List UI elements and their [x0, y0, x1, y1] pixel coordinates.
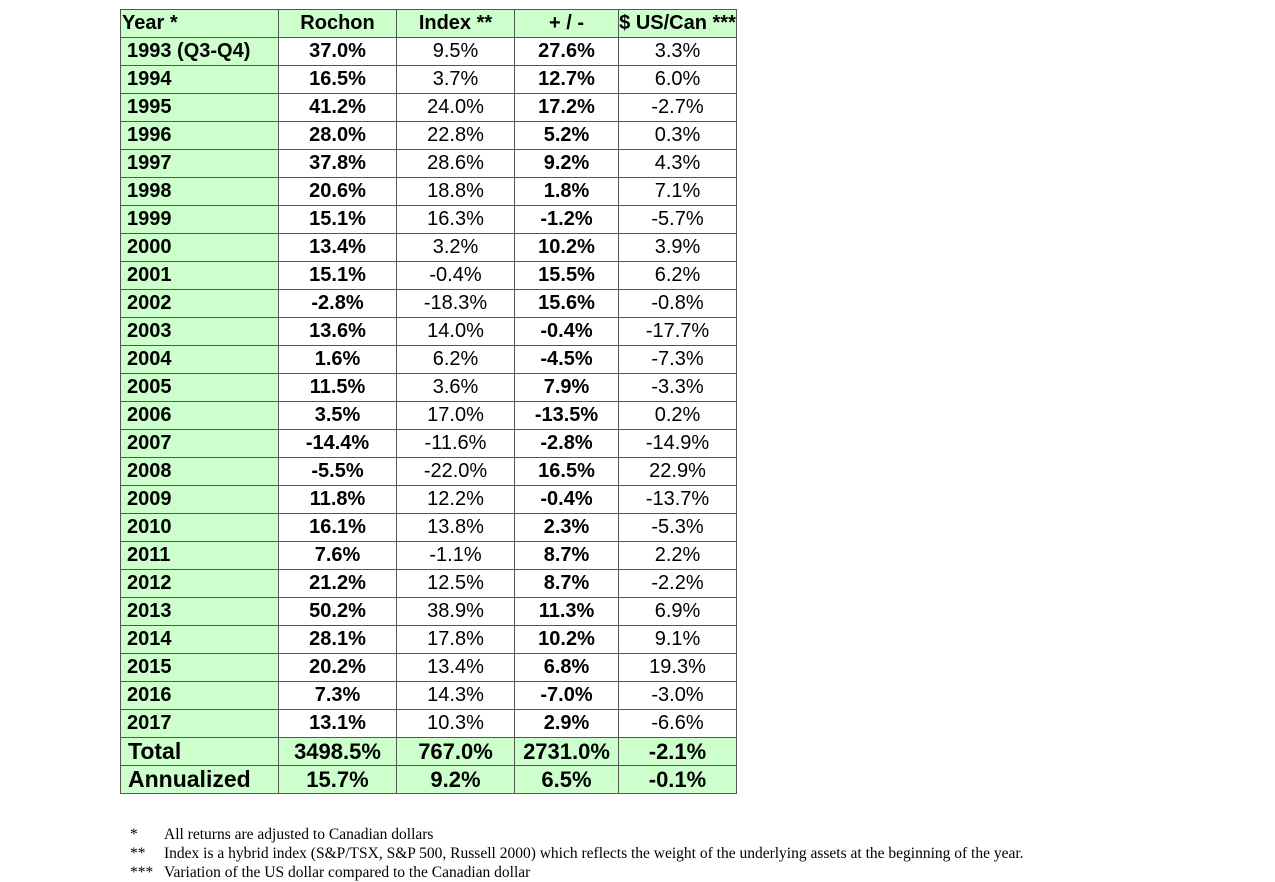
index-cell: 18.8% — [397, 178, 515, 206]
header-year: Year * — [121, 10, 279, 38]
year-cell: 2002 — [121, 290, 279, 318]
rochon-cell: 41.2% — [279, 94, 397, 122]
year-cell: 2015 — [121, 654, 279, 682]
fx-cell: 9.1% — [619, 626, 737, 654]
rochon-cell: 15.1% — [279, 262, 397, 290]
fx-cell: -6.6% — [619, 710, 737, 738]
table-row — [121, 94, 737, 122]
table-row — [121, 150, 737, 178]
fx-cell: -7.3% — [619, 346, 737, 374]
diff-cell: 27.6% — [515, 38, 619, 66]
index-cell: -11.6% — [397, 430, 515, 458]
index-cell: 38.9% — [397, 598, 515, 626]
year-cell: 2000 — [121, 234, 279, 262]
diff-cell: -0.4% — [515, 486, 619, 514]
index-cell: 12.2% — [397, 486, 515, 514]
year-cell: 2003 — [121, 318, 279, 346]
rochon-cell: 20.2% — [279, 654, 397, 682]
summary-diff: 6.5% — [515, 766, 619, 794]
index-cell: 17.8% — [397, 626, 515, 654]
diff-cell: -1.2% — [515, 206, 619, 234]
footnote-text: Variation of the US dollar compared to the Canadian dollar — [164, 864, 531, 881]
fx-cell: 19.3% — [619, 654, 737, 682]
fx-cell: -2.2% — [619, 570, 737, 598]
fx-cell: -3.0% — [619, 682, 737, 710]
footnote-mark: ** — [130, 845, 146, 862]
rochon-cell: 11.8% — [279, 486, 397, 514]
year-cell: 1995 — [121, 94, 279, 122]
fx-cell: 0.2% — [619, 402, 737, 430]
table-row — [121, 346, 737, 374]
table-row — [121, 514, 737, 542]
diff-cell: 16.5% — [515, 458, 619, 486]
summary-label: Total — [121, 738, 279, 766]
diff-cell: 12.7% — [515, 66, 619, 94]
rochon-cell: 13.6% — [279, 318, 397, 346]
year-cell: 2012 — [121, 570, 279, 598]
table-row — [121, 402, 737, 430]
diff-cell: 15.5% — [515, 262, 619, 290]
index-cell: 14.3% — [397, 682, 515, 710]
year-cell: 2011 — [121, 542, 279, 570]
diff-cell: 6.8% — [515, 654, 619, 682]
diff-cell: -2.8% — [515, 430, 619, 458]
diff-cell: 10.2% — [515, 234, 619, 262]
index-cell: 9.5% — [397, 38, 515, 66]
footnote — [130, 844, 1024, 863]
rochon-cell: 28.0% — [279, 122, 397, 150]
table-row — [121, 542, 737, 570]
table-row — [121, 430, 737, 458]
year-cell: 2010 — [121, 514, 279, 542]
footnote — [130, 825, 1024, 844]
footnote-text: Index is a hybrid index (S&P/TSX, S&P 500, Russell 2000) which reflects the weight of the underlying assets at the beginning of the year. — [164, 845, 1024, 862]
rochon-cell: 28.1% — [279, 626, 397, 654]
diff-cell: 17.2% — [515, 94, 619, 122]
year-cell: 2017 — [121, 710, 279, 738]
rochon-cell: -5.5% — [279, 458, 397, 486]
index-cell: 3.7% — [397, 66, 515, 94]
year-cell: 2006 — [121, 402, 279, 430]
summary-index: 9.2% — [397, 766, 515, 794]
table-row — [121, 374, 737, 402]
summary-row — [121, 738, 737, 766]
year-cell: 2016 — [121, 682, 279, 710]
table-row — [121, 66, 737, 94]
fx-cell: 0.3% — [619, 122, 737, 150]
index-cell: 6.2% — [397, 346, 515, 374]
fx-cell: 2.2% — [619, 542, 737, 570]
year-cell: 2001 — [121, 262, 279, 290]
summary-fx: -2.1% — [619, 738, 737, 766]
summary-rochon: 3498.5% — [279, 738, 397, 766]
diff-cell: 1.8% — [515, 178, 619, 206]
index-cell: 22.8% — [397, 122, 515, 150]
year-cell: 1993 (Q3-Q4) — [121, 38, 279, 66]
rochon-cell: 7.3% — [279, 682, 397, 710]
index-cell: 28.6% — [397, 150, 515, 178]
index-cell: 3.2% — [397, 234, 515, 262]
table-row — [121, 626, 737, 654]
header-row — [121, 10, 737, 38]
year-cell: 1997 — [121, 150, 279, 178]
table-row — [121, 262, 737, 290]
diff-cell: 2.9% — [515, 710, 619, 738]
table-row — [121, 486, 737, 514]
rochon-cell: -2.8% — [279, 290, 397, 318]
fx-cell: -5.7% — [619, 206, 737, 234]
year-cell: 2007 — [121, 430, 279, 458]
table-row — [121, 178, 737, 206]
footnote-text: All returns are adjusted to Canadian dollars — [164, 826, 434, 843]
year-cell: 1996 — [121, 122, 279, 150]
diff-cell: -4.5% — [515, 346, 619, 374]
rochon-cell: 20.6% — [279, 178, 397, 206]
footnote — [130, 863, 1024, 882]
fx-cell: -17.7% — [619, 318, 737, 346]
diff-cell: 9.2% — [515, 150, 619, 178]
year-cell: 2005 — [121, 374, 279, 402]
fx-cell: 7.1% — [619, 178, 737, 206]
index-cell: 14.0% — [397, 318, 515, 346]
footnote-mark: *** — [130, 864, 154, 881]
index-cell: 17.0% — [397, 402, 515, 430]
rochon-cell: 15.1% — [279, 206, 397, 234]
year-cell: 1998 — [121, 178, 279, 206]
table-row — [121, 206, 737, 234]
index-cell: 3.6% — [397, 374, 515, 402]
summary-index: 767.0% — [397, 738, 515, 766]
fx-cell: -5.3% — [619, 514, 737, 542]
footnote-mark: * — [130, 826, 138, 843]
header-fx: $ US/Can *** — [619, 10, 737, 38]
fx-cell: 22.9% — [619, 458, 737, 486]
table-row — [121, 318, 737, 346]
table-row — [121, 710, 737, 738]
rochon-cell: 50.2% — [279, 598, 397, 626]
summary-rochon: 15.7% — [279, 766, 397, 794]
index-cell: -0.4% — [397, 262, 515, 290]
index-cell: -22.0% — [397, 458, 515, 486]
diff-cell: 7.9% — [515, 374, 619, 402]
table-row — [121, 570, 737, 598]
fx-cell: 6.2% — [619, 262, 737, 290]
summary-label: Annualized — [121, 766, 279, 794]
rochon-cell: 16.5% — [279, 66, 397, 94]
index-cell: 13.4% — [397, 654, 515, 682]
year-cell: 1999 — [121, 206, 279, 234]
diff-cell: 8.7% — [515, 570, 619, 598]
header-rochon: Rochon — [279, 10, 397, 38]
fx-cell: 3.3% — [619, 38, 737, 66]
year-cell: 2008 — [121, 458, 279, 486]
table-row — [121, 458, 737, 486]
header-index: Index ** — [397, 10, 515, 38]
rochon-cell: 13.4% — [279, 234, 397, 262]
fx-cell: -3.3% — [619, 374, 737, 402]
header-diff: + / - — [515, 10, 619, 38]
rochon-cell: -14.4% — [279, 430, 397, 458]
index-cell: 13.8% — [397, 514, 515, 542]
index-cell: -18.3% — [397, 290, 515, 318]
rochon-cell: 13.1% — [279, 710, 397, 738]
diff-cell: 11.3% — [515, 598, 619, 626]
diff-cell: -13.5% — [515, 402, 619, 430]
fx-cell: 6.9% — [619, 598, 737, 626]
fx-cell: -14.9% — [619, 430, 737, 458]
index-cell: 10.3% — [397, 710, 515, 738]
fx-cell: -13.7% — [619, 486, 737, 514]
table-row — [121, 654, 737, 682]
index-cell: 24.0% — [397, 94, 515, 122]
fx-cell: -2.7% — [619, 94, 737, 122]
fx-cell: -0.8% — [619, 290, 737, 318]
year-cell: 2009 — [121, 486, 279, 514]
rochon-cell: 1.6% — [279, 346, 397, 374]
fx-cell: 4.3% — [619, 150, 737, 178]
year-cell: 2004 — [121, 346, 279, 374]
diff-cell: 2.3% — [515, 514, 619, 542]
returns-table — [120, 9, 737, 794]
rochon-cell: 21.2% — [279, 570, 397, 598]
rochon-cell: 16.1% — [279, 514, 397, 542]
table-row — [121, 122, 737, 150]
rochon-cell: 3.5% — [279, 402, 397, 430]
index-cell: 12.5% — [397, 570, 515, 598]
fx-cell: 3.9% — [619, 234, 737, 262]
year-cell: 2014 — [121, 626, 279, 654]
rochon-cell: 37.0% — [279, 38, 397, 66]
rochon-cell: 7.6% — [279, 542, 397, 570]
diff-cell: 15.6% — [515, 290, 619, 318]
diff-cell: 8.7% — [515, 542, 619, 570]
summary-fx: -0.1% — [619, 766, 737, 794]
year-cell: 1994 — [121, 66, 279, 94]
summary-diff: 2731.0% — [515, 738, 619, 766]
table-row — [121, 38, 737, 66]
index-cell: 16.3% — [397, 206, 515, 234]
footnotes — [130, 825, 1024, 882]
year-cell: 2013 — [121, 598, 279, 626]
table-row — [121, 682, 737, 710]
table-row — [121, 234, 737, 262]
table-row — [121, 598, 737, 626]
fx-cell: 6.0% — [619, 66, 737, 94]
diff-cell: -7.0% — [515, 682, 619, 710]
rochon-cell: 37.8% — [279, 150, 397, 178]
index-cell: -1.1% — [397, 542, 515, 570]
summary-row — [121, 766, 737, 794]
table-body — [121, 38, 737, 794]
diff-cell: 10.2% — [515, 626, 619, 654]
table-row — [121, 290, 737, 318]
diff-cell: 5.2% — [515, 122, 619, 150]
rochon-cell: 11.5% — [279, 374, 397, 402]
diff-cell: -0.4% — [515, 318, 619, 346]
